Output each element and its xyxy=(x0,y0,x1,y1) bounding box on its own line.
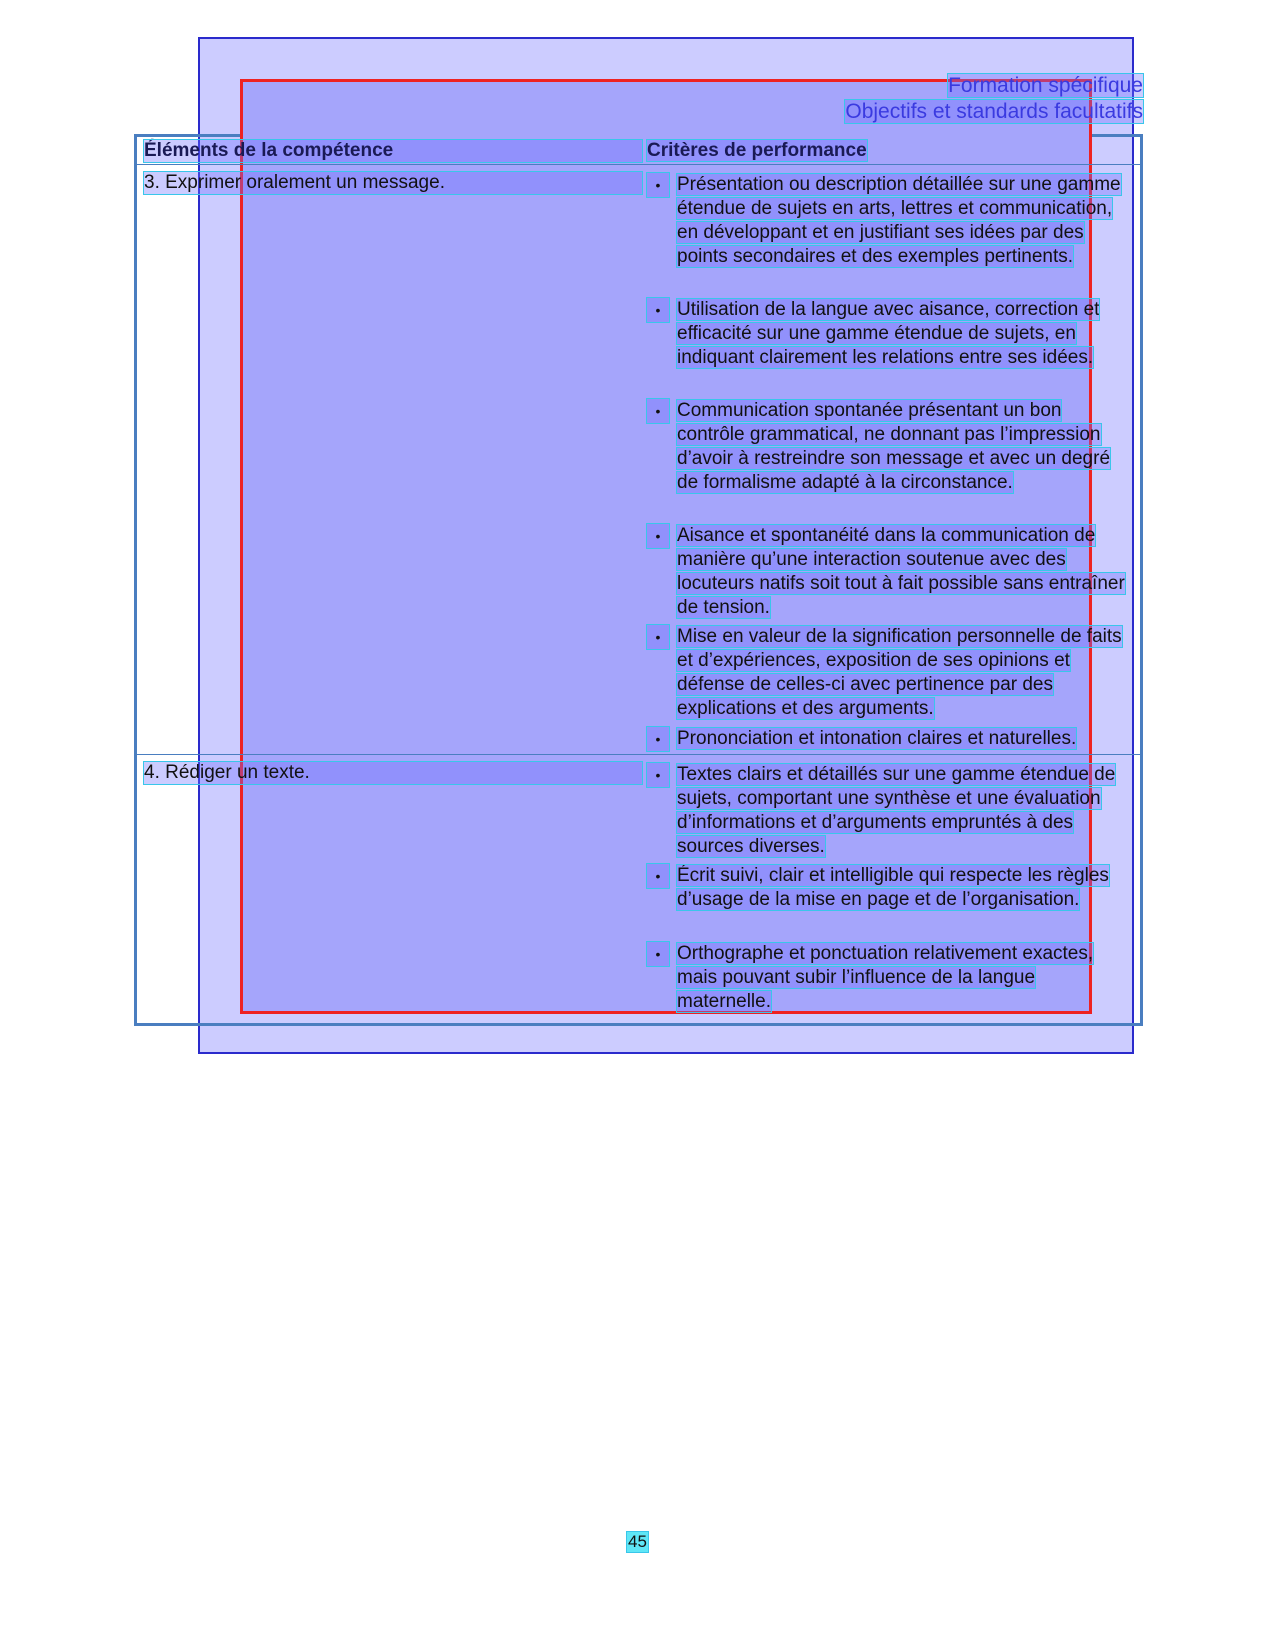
bullet-icon: • xyxy=(647,524,669,548)
bullet-icon: • xyxy=(647,942,669,966)
column-header-elements: Éléments de la compétence xyxy=(144,140,642,162)
table-header-divider xyxy=(134,164,1143,165)
page-number: 45 xyxy=(628,1532,647,1551)
table-row-element: 3. Exprimer oralement un message. xyxy=(144,172,642,194)
table-row-element: 4. Rédiger un texte. xyxy=(144,762,642,784)
bullet-icon: • xyxy=(647,399,669,423)
bullet-icon: • xyxy=(647,173,669,197)
bullet-icon: • xyxy=(647,625,669,649)
column-header-criteria: Critères de performance xyxy=(647,140,867,161)
bullet-icon: • xyxy=(647,298,669,322)
bullet-icon: • xyxy=(647,864,669,888)
bullet-icon: • xyxy=(647,763,669,787)
header-subtitle: Objectifs et standards facultatifs xyxy=(845,100,1143,123)
table-row-divider xyxy=(134,754,1143,755)
bullet-icon: • xyxy=(647,727,669,751)
header-section-title: Formation spécifique xyxy=(948,74,1143,97)
